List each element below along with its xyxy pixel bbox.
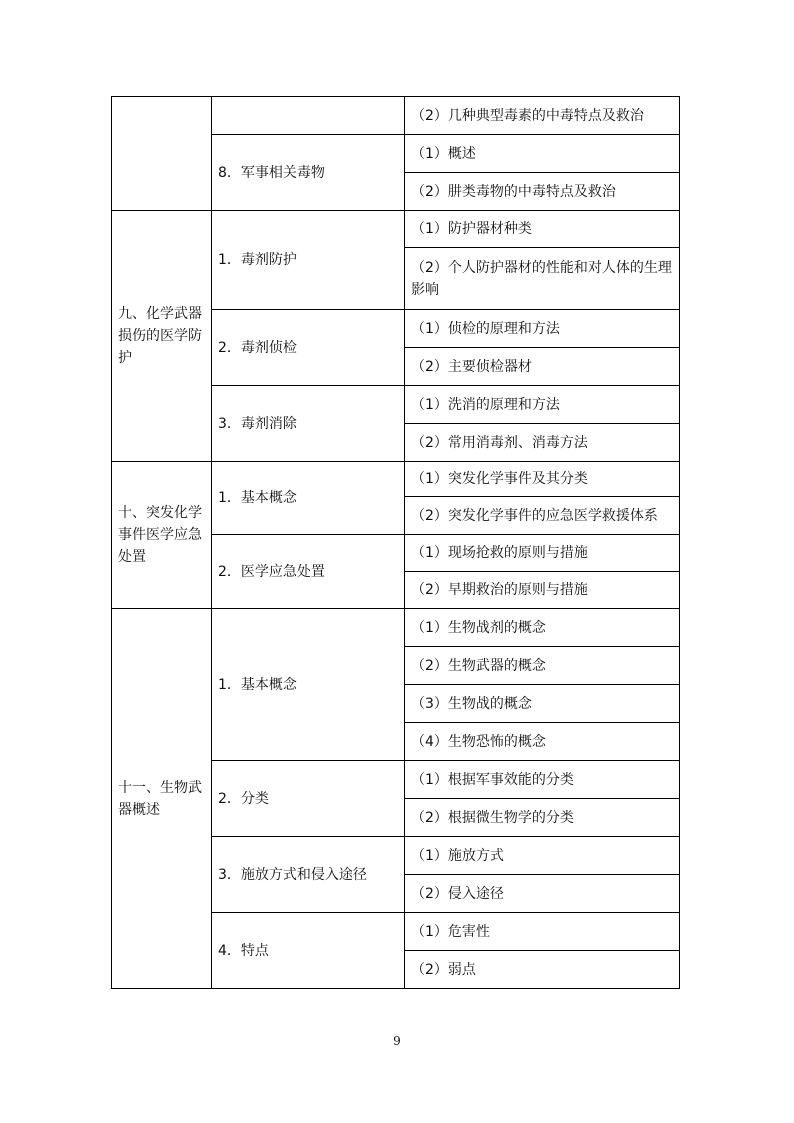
point-cell: （2）生物武器的概念 [405, 647, 680, 685]
topic-cell: 2．毒剂侦检 [212, 310, 405, 386]
topic-cell: 4．特点 [212, 913, 405, 989]
point-cell: （1）危害性 [405, 913, 680, 951]
point-cell: （2）几种典型毒素的中毒特点及救治 [405, 97, 680, 135]
point-cell: （3）生物战的概念 [405, 685, 680, 723]
page-number: 9 [393, 1034, 401, 1048]
point-cell: （2）个人防护器材的性能和对人体的生理影响 [405, 248, 680, 310]
topic-cell: 2．医学应急处置 [212, 535, 405, 609]
category-cell: 十、突发化学事件医学应急处置 [112, 462, 212, 609]
syllabus-table [111, 96, 680, 989]
point-cell: （1）现场抢救的原则与措施 [405, 535, 680, 572]
topic-cell: 8．军事相关毒物 [212, 135, 405, 211]
topic-cell: 1．基本概念 [212, 609, 405, 761]
point-cell: （2）主要侦检器材 [405, 348, 680, 386]
topic-cell: 2．分类 [212, 761, 405, 837]
topic-cell: 3．毒剂消除 [212, 386, 405, 462]
topic-cell: 1．毒剂防护 [212, 211, 405, 310]
point-cell: （1）突发化学事件及其分类 [405, 462, 680, 497]
point-cell: （2）侵入途径 [405, 875, 680, 913]
point-cell: （1）防护器材种类 [405, 211, 680, 248]
point-cell: （1）施放方式 [405, 837, 680, 875]
point-cell: （1）生物战剂的概念 [405, 609, 680, 647]
point-cell: （1）概述 [405, 135, 680, 173]
category-cell: 十一、生物武器概述 [112, 609, 212, 989]
point-cell: （1）洗消的原理和方法 [405, 386, 680, 424]
table-row [112, 97, 680, 135]
point-cell: （1）侦检的原理和方法 [405, 310, 680, 348]
point-cell: （2）早期救治的原则与措施 [405, 572, 680, 609]
point-cell: （2）肼类毒物的中毒特点及救治 [405, 173, 680, 211]
category-cell: 九、化学武器损伤的医学防护 [112, 211, 212, 462]
topic-cell: 3．施放方式和侵入途径 [212, 837, 405, 913]
table-row [112, 609, 680, 647]
topic-cell [212, 97, 405, 135]
point-cell: （4）生物恐怖的概念 [405, 723, 680, 761]
category-cell [112, 97, 212, 211]
point-cell: （2）根据微生物学的分类 [405, 799, 680, 837]
point-cell: （2）常用消毒剂、消毒方法 [405, 424, 680, 462]
topic-cell: 1．基本概念 [212, 462, 405, 535]
table-row [112, 211, 680, 248]
point-cell: （2）弱点 [405, 951, 680, 989]
point-cell: （2）突发化学事件的应急医学救援体系 [405, 497, 680, 535]
point-cell: （1）根据军事效能的分类 [405, 761, 680, 799]
table-row [112, 462, 680, 497]
